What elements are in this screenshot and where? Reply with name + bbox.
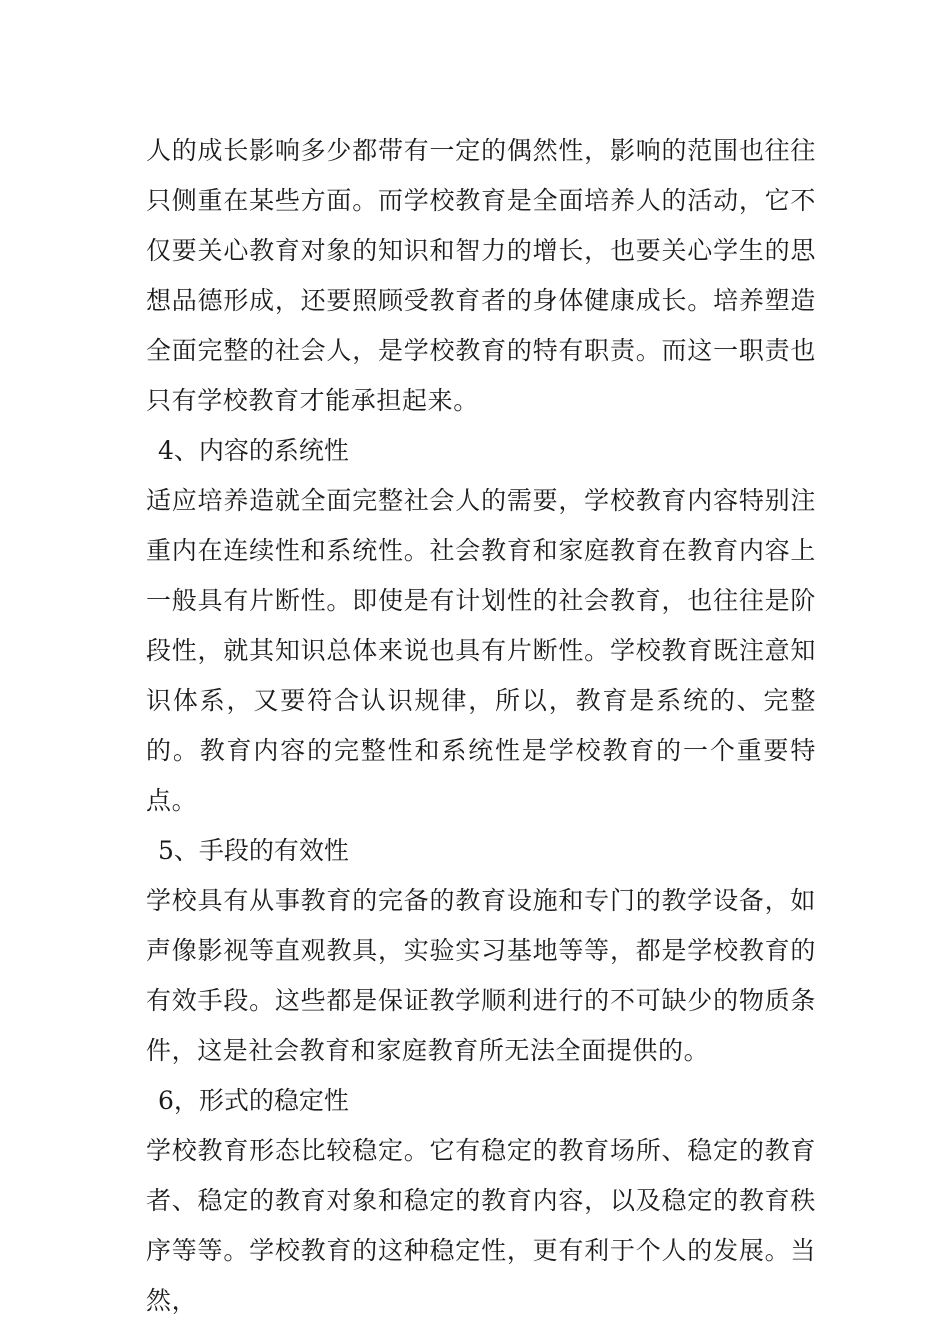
paragraph-1: 人的成长影响多少都带有一定的偶然性，影响的范围也往往只侧重在某些方面。而学校教育是全面培养人的活动，它不仅要关心教育对象的知识和智力的增长，也要关心学生的思想品德形成，还要照顾受教育者的身体健康成长。培养塑造全面完整的社会人，是学校教育的特有职责。而这一职责也只有学校教育才能承担起来。 bbox=[146, 136, 816, 415]
paragraph-2: 适应培养造就全面完整社会人的需要，学校教育内容特别注重内在连续性和系统性。社会教育和家庭教育在教育内容上一般具有片断性。即使是有计划性的社会教育，也往往是阶段性，就其知识总体来说也具有片断性。学校教育既注意知识体系，又要符合认识规律，所以，教育是系统的、完整的。教育内容的完整性和系统性是学校教育的一个重要特点。 bbox=[146, 486, 816, 815]
paragraph-4: 学校教育形态比较稳定。它有稳定的教育场所、稳定的教育者、稳定的教育对象和稳定的教育内容，以及稳定的教育秩序等等。学校教育的这种稳定性，更有利于个人的发展。当然， bbox=[146, 1136, 816, 1315]
document-body bbox=[146, 126, 816, 1326]
paragraph-3: 学校具有从事教育的完备的教育设施和专门的教学设备，如声像影视等直观教具，实验实习基地等等，都是学校教育的有效手段。这些都是保证教学顺利进行的不可缺少的物质条件，这是社会教育和家庭教育所无法全面提供的。 bbox=[146, 886, 816, 1065]
section-heading-4: 4、内容的系统性 bbox=[158, 436, 349, 465]
section-heading-5: 5、手段的有效性 bbox=[158, 836, 349, 865]
section-heading-6: 6，形式的稳定性 bbox=[158, 1086, 349, 1115]
